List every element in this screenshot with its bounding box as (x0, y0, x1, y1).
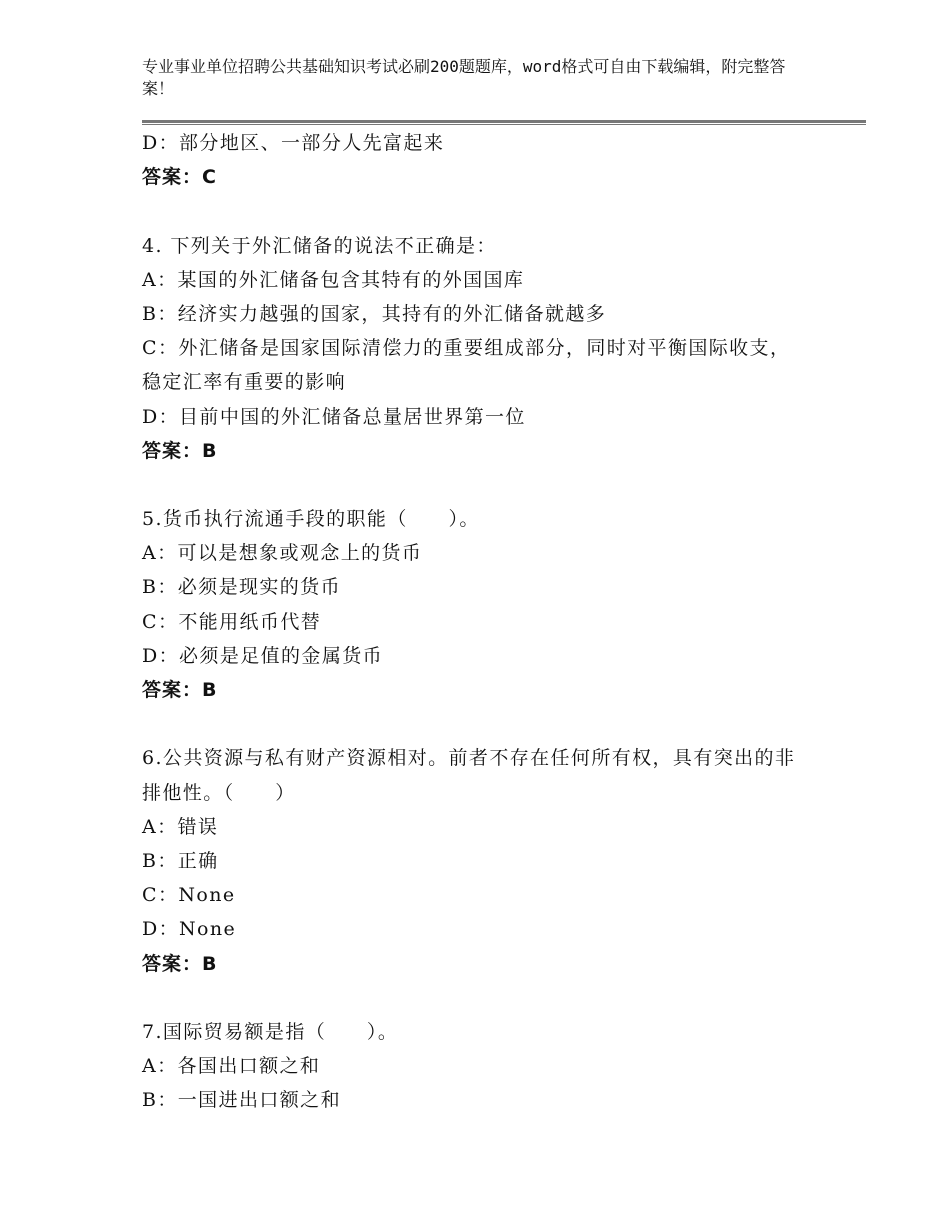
option-a: A：错误 (142, 815, 219, 838)
question-block-4 (142, 229, 802, 468)
question-block-3-tail (142, 126, 802, 194)
option-a: A：可以是想象或观念上的货币 (142, 542, 423, 565)
option-d: D：必须是足值的金属货币 (142, 644, 384, 667)
header-divider (142, 120, 866, 125)
option-a: A：某国的外汇储备包含其特有的外国国库 (142, 268, 525, 291)
answer-line: 答案：B (142, 439, 218, 462)
question-stem: 5.货币执行流通手段的职能（ ）。 (142, 508, 480, 531)
question-stem: 6.公共资源与私有财产资源相对。前者不存在任何所有权，具有突出的非排他性。（ ） (142, 747, 796, 804)
spacer (142, 707, 802, 741)
spacer (142, 468, 802, 502)
option-b: B：正确 (142, 850, 219, 872)
option-d: D：目前中国的外汇储备总量居世界第一位 (142, 405, 526, 428)
option-d: D：None (142, 918, 237, 941)
option-c: C：None (142, 884, 236, 907)
answer-line: 答案：C (142, 166, 217, 189)
question-block-7 (142, 1015, 802, 1118)
option-b: B：一国进出口额之和 (142, 1089, 341, 1112)
question-block-6 (142, 741, 802, 980)
question-list (142, 126, 802, 1118)
answer-line: 答案：B (142, 952, 218, 975)
question-stem: 7.国际贸易额是指（ ）。 (142, 1020, 399, 1043)
option-b: B：必须是现实的货币 (142, 576, 341, 599)
option-d: D：部分地区、一部分人先富起来 (142, 132, 445, 154)
option-a: A：各国出口额之和 (142, 1055, 321, 1078)
question-stem: 4. 下列关于外汇储备的说法不正确是： (142, 234, 497, 257)
page-header: 专业事业单位招聘公共基础知识考试必刷200题题库，word格式可自由下载编辑，附完整答案！ (142, 57, 786, 98)
question-block-5 (142, 502, 802, 707)
option-c: C：不能用纸币代替 (142, 610, 322, 633)
spacer (142, 194, 802, 228)
spacer (142, 981, 802, 1015)
option-c: C：外汇储备是国家国际清偿力的重要组成部分，同时对平衡国际收支，稳定汇率有重要的影响 (142, 337, 791, 394)
answer-line: 答案：B (142, 679, 218, 702)
option-b: B：经济实力越强的国家，其持有的外汇储备就越多 (142, 302, 607, 325)
